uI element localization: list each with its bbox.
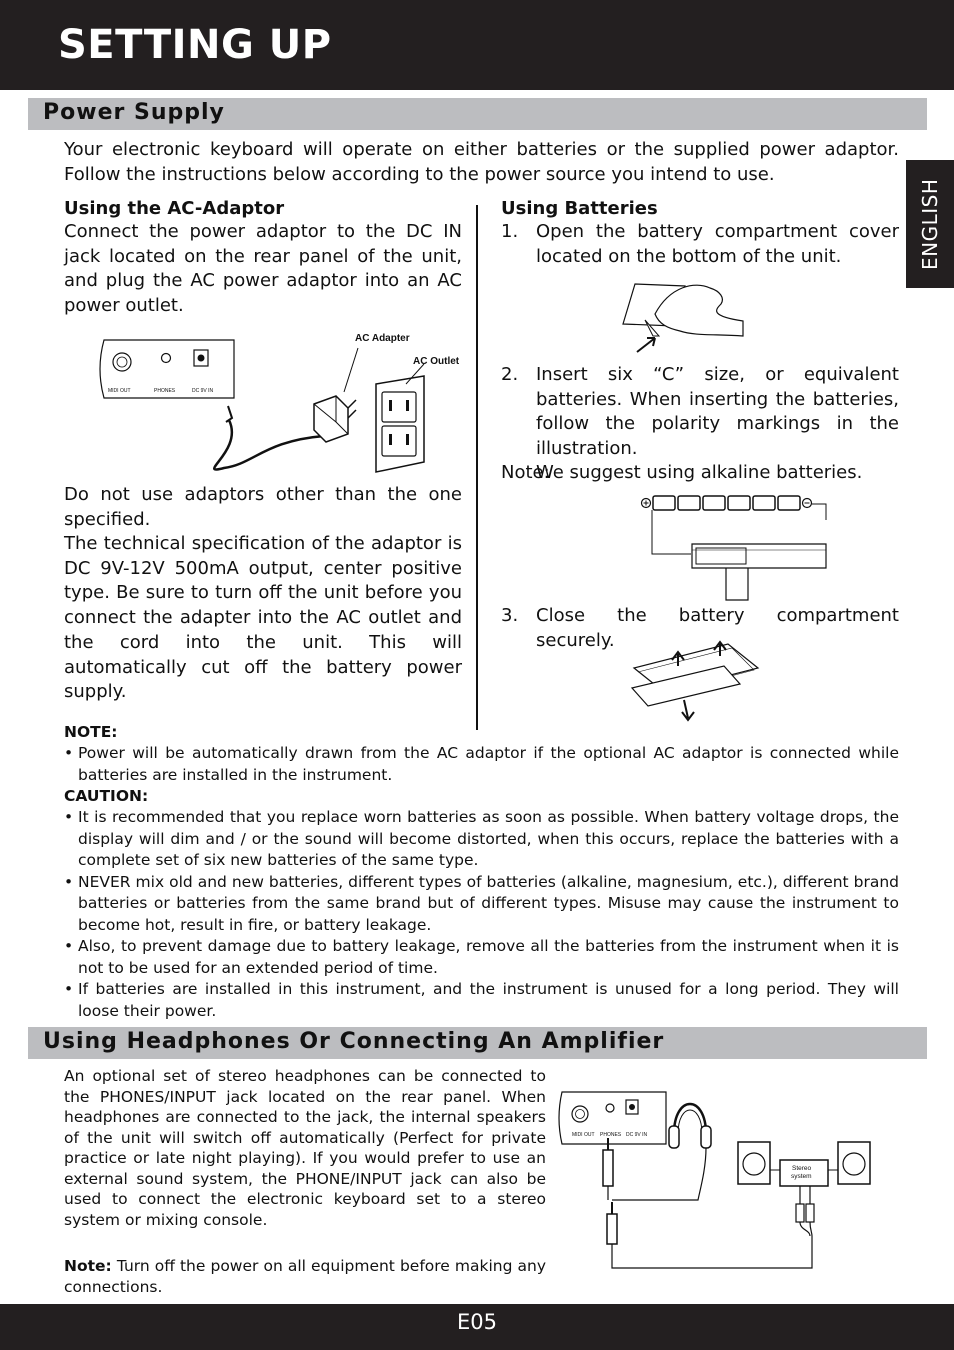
caution-item: • If batteries are installed in this instrument, and the instrument is unused for a long period. They will loose their power. xyxy=(64,980,899,1020)
caution-item: • It is recommended that you replace worn batteries as soon as possible. When battery voltage drops, the display will dim and / or the sound will become distorted, when this occurs, replace the batteries with a complete set of six new batteries of the same type. xyxy=(64,808,899,869)
amp-plug-shape xyxy=(607,1214,617,1244)
ac-adaptor-warning: Do not use adaptors other than the one specified. xyxy=(64,484,462,530)
bullet-glyph: • xyxy=(64,808,74,826)
bullet-glyph: • xyxy=(64,980,74,998)
battery-polarity-illustration xyxy=(636,492,836,604)
rca-plug-right-shape xyxy=(806,1204,814,1222)
headphones-note-label: Note: xyxy=(64,1257,112,1275)
battery-row-shape xyxy=(653,496,800,510)
language-tab-label: ENGLISH xyxy=(918,178,942,270)
ac-adaptor-spec: The technical specification of the adaptor is DC 9V-12V 500mA output, center positive type. Be sure to turn off the unit before you connect the adapter into the AC outlet and the cord into the unit. This will automatically cut off the battery power supply. xyxy=(64,533,462,703)
rear-panel-phones-label: PHONES xyxy=(154,388,176,394)
bullet-glyph: • xyxy=(64,872,74,891)
rear-panel-dc-label: DC 9V IN xyxy=(192,388,214,394)
push-arrow-shape xyxy=(682,700,694,720)
ac-adaptor-illustration xyxy=(94,326,464,478)
headphones-earcup-right xyxy=(701,1126,711,1148)
headphones-text: An optional set of stereo headphones can be connected to the PHONES/INPUT jack located on the rear panel. When headphones are connected to the jack, the internal speakers of the unit will switch off automatically (Perfect for private practice or late night playing). If you would prefer to use an external sound system, the PHONE/INPUT jack can also be used to connect the electronic keyboard set to a stereo system or mixing console. xyxy=(64,1067,546,1229)
power-supply-intro: Your electronic keyboard will operate on either batteries or the supplied power adaptor. Follow the instructions below according to the power source you intend to use. xyxy=(64,139,899,185)
adapter-leader-line xyxy=(344,348,358,392)
ac-adapter-label: AC Adapter xyxy=(355,333,410,344)
column-divider xyxy=(476,205,478,730)
headphones-note-text: Turn off the power on all equipment before making any connections. xyxy=(64,1257,546,1296)
page-title: SETTING UP xyxy=(58,22,332,68)
caution-list xyxy=(64,807,899,1022)
rear-panel-phones-label: PHONES xyxy=(600,1132,622,1138)
stereo-label-line-1: Stereo xyxy=(792,1165,812,1172)
bullet-glyph: • xyxy=(64,937,74,955)
page-number: E05 xyxy=(457,1310,497,1334)
battery-step-1-number: 1. xyxy=(501,221,519,242)
caution-item: • Also, to prevent damage due to battery leakage, remove all the batteries from the instrument when it is not to be used for an extended period of time. xyxy=(64,937,899,977)
battery-step-2 xyxy=(501,363,899,462)
battery-note-text: We suggest using alkaline batteries. xyxy=(536,462,863,483)
battery-step-2-number: 2. xyxy=(501,364,519,385)
note-list xyxy=(64,743,899,786)
adaptor-body-shape xyxy=(314,396,348,442)
power-supply-heading: Power Supply xyxy=(43,100,225,125)
rear-panel-midi-label: MIDI OUT xyxy=(572,1132,595,1138)
headphones-section-bar xyxy=(28,1027,927,1059)
note-heading: NOTE: xyxy=(64,723,118,741)
dc-plug-shape xyxy=(226,406,232,422)
caution-heading: CAUTION: xyxy=(64,787,149,805)
batteries-heading: Using Batteries xyxy=(501,198,658,219)
headphones-heading: Using Headphones Or Connecting An Amplifier xyxy=(43,1029,665,1054)
battery-step-1 xyxy=(501,220,899,269)
battery-step-3-number: 3. xyxy=(501,605,519,626)
ac-adaptor-heading: Using the AC-Adaptor xyxy=(64,198,285,219)
stereo-label-line-2: system xyxy=(791,1173,812,1180)
headphones-earcup-left xyxy=(669,1126,679,1148)
ac-outlet-label: AC Outlet xyxy=(413,356,460,367)
rca-plug-left-shape xyxy=(796,1204,804,1222)
battery-step-1-text: Open the battery compartment cover located on the bottom of the unit. xyxy=(536,221,899,267)
headphone-plug-shape xyxy=(603,1150,613,1186)
open-arrow-shape xyxy=(637,338,655,352)
note-item: • Power will be automatically drawn from the AC adaptor if the optional AC adaptor is connected while batteries are installed in the instrument. xyxy=(64,744,899,784)
battery-step-3-text: Close the battery compartment securely. xyxy=(536,605,899,651)
rear-panel-dc-label: DC 9V IN xyxy=(626,1132,648,1138)
battery-note-label: Note: xyxy=(501,462,550,483)
close-cover-illustration xyxy=(628,640,763,722)
bullet-glyph: • xyxy=(64,744,74,762)
open-cover-illustration xyxy=(615,276,745,358)
wall-outlet-shape xyxy=(376,376,424,472)
caution-item: • NEVER mix old and new batteries, different types of batteries (alkaline, magnesium, etc.), different brand batteries or batteries from the same brand but of different types. Misuse may cause the instrument to become hot, result in fire, or battery leakage. xyxy=(64,872,899,934)
battery-note xyxy=(501,461,899,486)
rear-panel-midi-label: MIDI OUT xyxy=(108,388,131,394)
headphones-illustration xyxy=(556,1064,906,1272)
headphones-note xyxy=(64,1256,546,1297)
battery-step-2-text: Insert six “C” size, or equivalent batteries. When inserting the batteries, follow the polarity markings in the illustration. xyxy=(536,364,899,460)
ac-adaptor-text: Connect the power adaptor to the DC IN jack located on the rear panel of the unit, and plug the AC power adaptor into an AC power outlet. xyxy=(64,221,462,317)
phones-jack-shape xyxy=(162,354,171,363)
language-tab xyxy=(906,160,954,288)
power-supply-section-bar xyxy=(28,98,927,130)
